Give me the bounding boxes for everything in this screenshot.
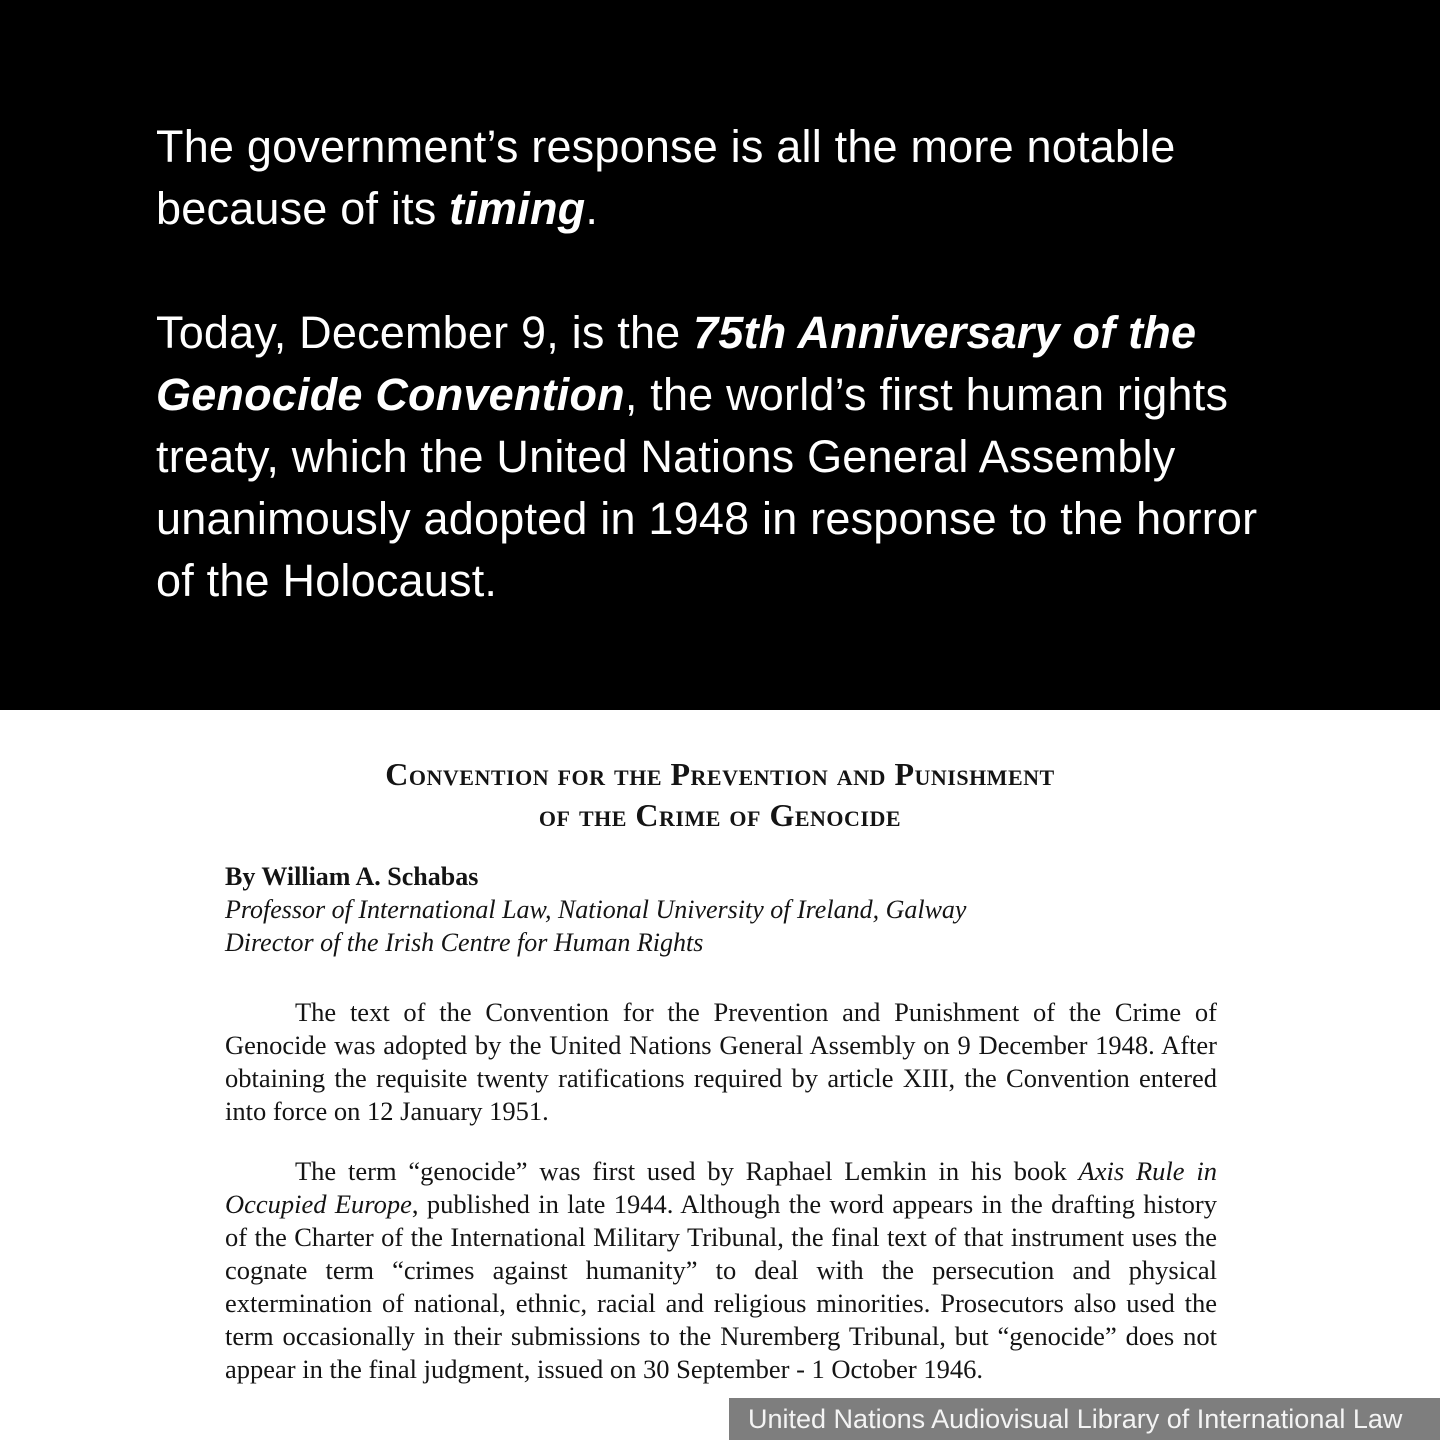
document-paragraph-1: The text of the Convention for the Prevention and Punishment of the Crime of Genocide was adopted by the United Nations General Assembly on 9 December 1948. After obtaining the requisite twenty ratifications required by article XIII, the Convention entered into force on 12 January 1951. <box>225 997 1217 1126</box>
hero-p2-emphasis: 75th Anniversary of the Genocide Convention <box>156 307 1197 420</box>
hero-p1-emphasis: timing <box>449 183 586 234</box>
banner-label: United Nations Audiovisual Library of International Law <box>748 1404 1403 1434</box>
hero-p1-text-start: The government’s response is all the more notable because of its <box>156 121 1176 234</box>
doc-p2-book-title: Axis Rule in Occupied Europe <box>225 1156 1217 1219</box>
author-byline: By William A. Schabas <box>225 862 479 891</box>
doc-p2-text-end: , published in late 1944. Although the word appears in the drafting history of the Charter of the International Military Tribunal, the final text of that instrument uses the cognate term “crimes against humanity” to deal with the persecution and physical extermination of national, ethnic, racial and religious minorities. Prosecutors also used the term occasionally in their submissions to the Nuremberg Tribunal, but “genocide” does not appear in the final judgment, issued on 30 September - 1 October 1946. <box>225 1189 1217 1384</box>
document-section <box>0 710 1440 1440</box>
document-body <box>225 996 1217 1386</box>
document-title-line-2: of the Crime of Genocide <box>538 797 902 833</box>
document-title-line-1: Convention for the Prevention and Punishment <box>385 756 1055 792</box>
hero-p1-text-end: . <box>585 183 599 234</box>
document-title <box>0 754 1440 836</box>
hero-paragraph-1 <box>156 116 1266 240</box>
hero-p2-text-end: , the world’s first human rights treaty, which the United Nations General Assembly unanimously adopted in 1948 in response to the horror of the Holocaust. <box>156 369 1258 606</box>
author-role-2: Director of the Irish Centre for Human Rights <box>225 928 704 957</box>
author-role-1: Professor of International Law, National University of Ireland, Galway <box>225 895 967 924</box>
hero-section <box>0 0 1440 710</box>
author-block <box>225 860 1440 959</box>
doc-p2-text-start: The term “genocide” was first used by Raphael Lemkin in his book <box>295 1156 1079 1186</box>
hero-paragraph-2 <box>156 302 1266 612</box>
hero-p2-text-start: Today, December 9, is the <box>156 307 694 358</box>
un-library-banner <box>729 1398 1440 1440</box>
document-paragraph-2 <box>225 1155 1217 1386</box>
